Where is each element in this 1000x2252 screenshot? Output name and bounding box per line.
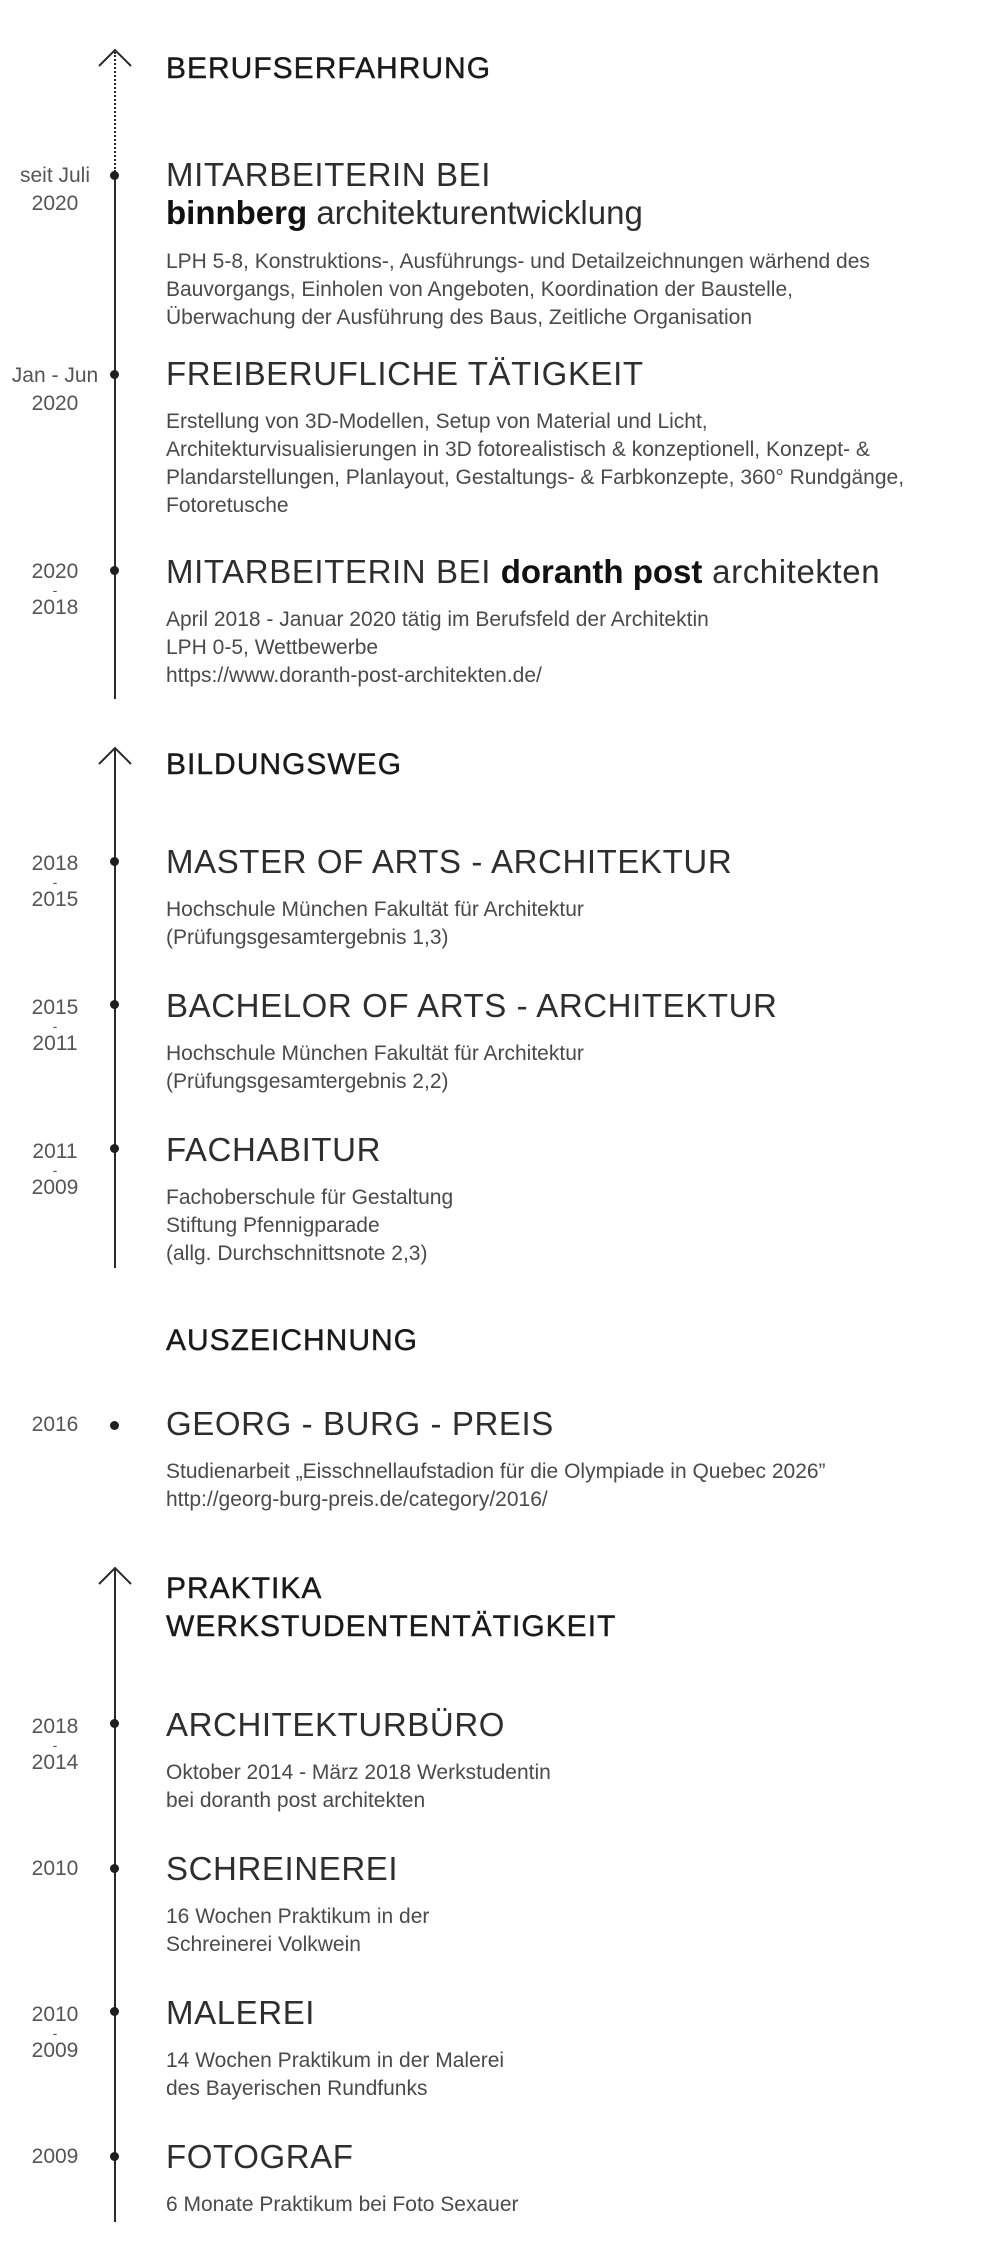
description-line: (allg. Durchschnittsnote 2,3) (166, 1242, 428, 1265)
timeline-dot (110, 1864, 119, 1873)
description-line: Erstellung von 3D-Modellen, Setup von Material und Licht, (166, 410, 708, 433)
description-line: LPH 0-5, Wettbewerbe (166, 636, 379, 659)
entry-description (166, 896, 966, 952)
entry-title (166, 553, 880, 591)
entry-date (0, 362, 110, 418)
date-separator: - (52, 1018, 58, 1034)
date-single: 2016 (31, 1413, 79, 1436)
entry-date (0, 994, 110, 1058)
description-line: Hochschule München Fakultät für Architektur (166, 898, 584, 921)
date-top: 2010 (31, 2003, 79, 2026)
entry-date (0, 1411, 110, 1439)
description-line: http://georg-burg-preis.de/category/2016/ (166, 1488, 548, 1511)
description-line: LPH 5-8, Konstruktions-, Ausführungs- und Detailzeichnungen wärhend des (166, 250, 870, 273)
entry-date (0, 1713, 110, 1777)
description-line: Stiftung Pfennigparade (166, 1214, 380, 1237)
description-line: Architekturvisualisierungen in 3D fotorealistisch & konzeptionell, Konzept- & (166, 438, 870, 461)
timeline-dot (110, 370, 119, 379)
company-name-strong: binnberg (166, 194, 308, 231)
date-separator: - (52, 582, 58, 598)
entry-title: ARCHITEKTURBÜRO (166, 1706, 506, 1743)
timeline-dot (110, 1144, 119, 1153)
entry-date (0, 1138, 110, 1202)
entry-title: MITARBEITERIN BEI (166, 156, 491, 193)
timeline-dot (110, 1421, 119, 1430)
entry-date (0, 2001, 110, 2065)
date-separator: - (52, 1162, 58, 1178)
description-line: Oktober 2014 - März 2018 Werkstudentin (166, 1761, 551, 1784)
entry-title: FACHABITUR (166, 1131, 382, 1168)
date-bottom: 2014 (31, 1751, 79, 1774)
entry-description (166, 606, 966, 690)
description-line: Fachoberschule für Gestaltung (166, 1186, 454, 1209)
description-line: Plandarstellungen, Planlayout, Gestaltungs- & Farbkonzepte, 360° Rundgänge, (166, 466, 905, 489)
timeline-dot (110, 566, 119, 575)
description-line: Überwachung der Ausführung des Baus, Zeitliche Organisation (166, 306, 753, 329)
description-line: Schreinerei Volkwein (166, 1933, 361, 1956)
section-title-line: PRAKTIKA (166, 1572, 323, 1605)
section-title-bildungsweg: BILDUNGSWEG (166, 748, 403, 781)
date-top: 2015 (31, 996, 79, 1019)
entry-title: FREIBERUFLICHE TÄTIGKEIT (166, 355, 644, 392)
description-line: (Prüfungsgesamtergebnis 1,3) (166, 926, 449, 949)
timeline-dot (110, 171, 119, 180)
description-line: bei doranth post architekten (166, 1789, 426, 1812)
timeline-line (114, 172, 116, 699)
entry-description (166, 2047, 966, 2103)
entry-title: MASTER OF ARTS - ARCHITEKTUR (166, 843, 733, 880)
entry-company (166, 194, 643, 232)
entry-description (166, 408, 966, 520)
date-line: Jan - Jun (11, 364, 99, 387)
date-bottom: 2009 (31, 2039, 79, 2062)
title-prefix: MITARBEITERIN BEI (166, 553, 501, 590)
description-line: April 2018 - Januar 2020 tätig im Berufsfeld der Architektin (166, 608, 709, 631)
section-title-line: WERKSTUDENTENTÄTIGKEIT (166, 1610, 617, 1643)
company-name-strong: doranth post (500, 553, 703, 590)
date-top: 2020 (31, 560, 79, 583)
description-line: 6 Monate Praktikum bei Foto Sexauer (166, 2193, 519, 2216)
date-single: 2010 (31, 1857, 79, 1880)
timeline-line (114, 1568, 116, 2222)
date-bottom: 2011 (32, 1032, 78, 1055)
entry-title: SCHREINEREI (166, 1850, 399, 1887)
description-line: Fotoretusche (166, 494, 289, 517)
date-top: 2018 (31, 852, 79, 875)
entry-date (0, 850, 110, 914)
description-line: 14 Wochen Praktikum in der Malerei (166, 2049, 505, 2072)
company-name-rest: architekten (702, 553, 881, 590)
entry-description (166, 1458, 966, 1514)
timeline-dot (110, 1000, 119, 1009)
section-title-berufserfahrung: BERUFSERFAHRUNG (166, 52, 492, 85)
entry-title: GEORG - BURG - PREIS (166, 1405, 554, 1442)
description-line: Studienarbeit „Eisschnellaufstadion für die Olympiade in Quebec 2026” (166, 1460, 826, 1483)
date-single: 2009 (31, 2145, 79, 2168)
company-name-rest: architekturentwicklung (307, 194, 643, 231)
entry-date (0, 162, 110, 218)
entry-description (166, 248, 966, 332)
date-top: 2018 (31, 1715, 79, 1738)
entry-date (0, 558, 110, 622)
date-bottom: 2018 (31, 596, 79, 619)
timeline-dot (110, 2007, 119, 2016)
timeline-dot (110, 857, 119, 866)
date-top: 2011 (32, 1140, 78, 1163)
entry-date (0, 1855, 110, 1883)
entry-date (0, 2143, 110, 2171)
date-separator: - (52, 874, 58, 890)
section-title-praktika (166, 1570, 616, 1646)
entry-title: FOTOGRAF (166, 2138, 354, 2175)
timeline-dot (110, 1719, 119, 1728)
section-title-auszeichnung: AUSZEICHNUNG (166, 1324, 419, 1357)
entry-description (166, 2191, 966, 2219)
description-line: Hochschule München Fakultät für Architektur (166, 1042, 584, 1065)
entry-title: MALEREI (166, 1994, 316, 2031)
entry-description (166, 1759, 966, 1815)
entry-description (166, 1184, 966, 1268)
date-line: 2020 (31, 392, 79, 415)
description-line: des Bayerischen Rundfunks (166, 2077, 428, 2100)
entry-description (166, 1040, 966, 1096)
description-line: 16 Wochen Praktikum in der (166, 1905, 430, 1928)
timeline-line-dotted (114, 52, 116, 172)
date-bottom: 2009 (31, 1176, 79, 1199)
date-bottom: 2015 (31, 888, 79, 911)
entry-description (166, 1903, 966, 1959)
description-line: (Prüfungsgesamtergebnis 2,2) (166, 1070, 449, 1093)
date-separator: - (52, 2025, 58, 2041)
date-separator: - (52, 1737, 58, 1753)
entry-title: BACHELOR OF ARTS - ARCHITEKTUR (166, 987, 778, 1024)
timeline-dot (110, 2152, 119, 2161)
date-line: 2020 (31, 192, 79, 215)
description-line: https://www.doranth-post-architekten.de/ (166, 664, 542, 687)
description-line: Bauvorgangs, Einholen von Angeboten, Koordination der Baustelle, (166, 278, 793, 301)
date-line: seit Juli (19, 164, 91, 187)
